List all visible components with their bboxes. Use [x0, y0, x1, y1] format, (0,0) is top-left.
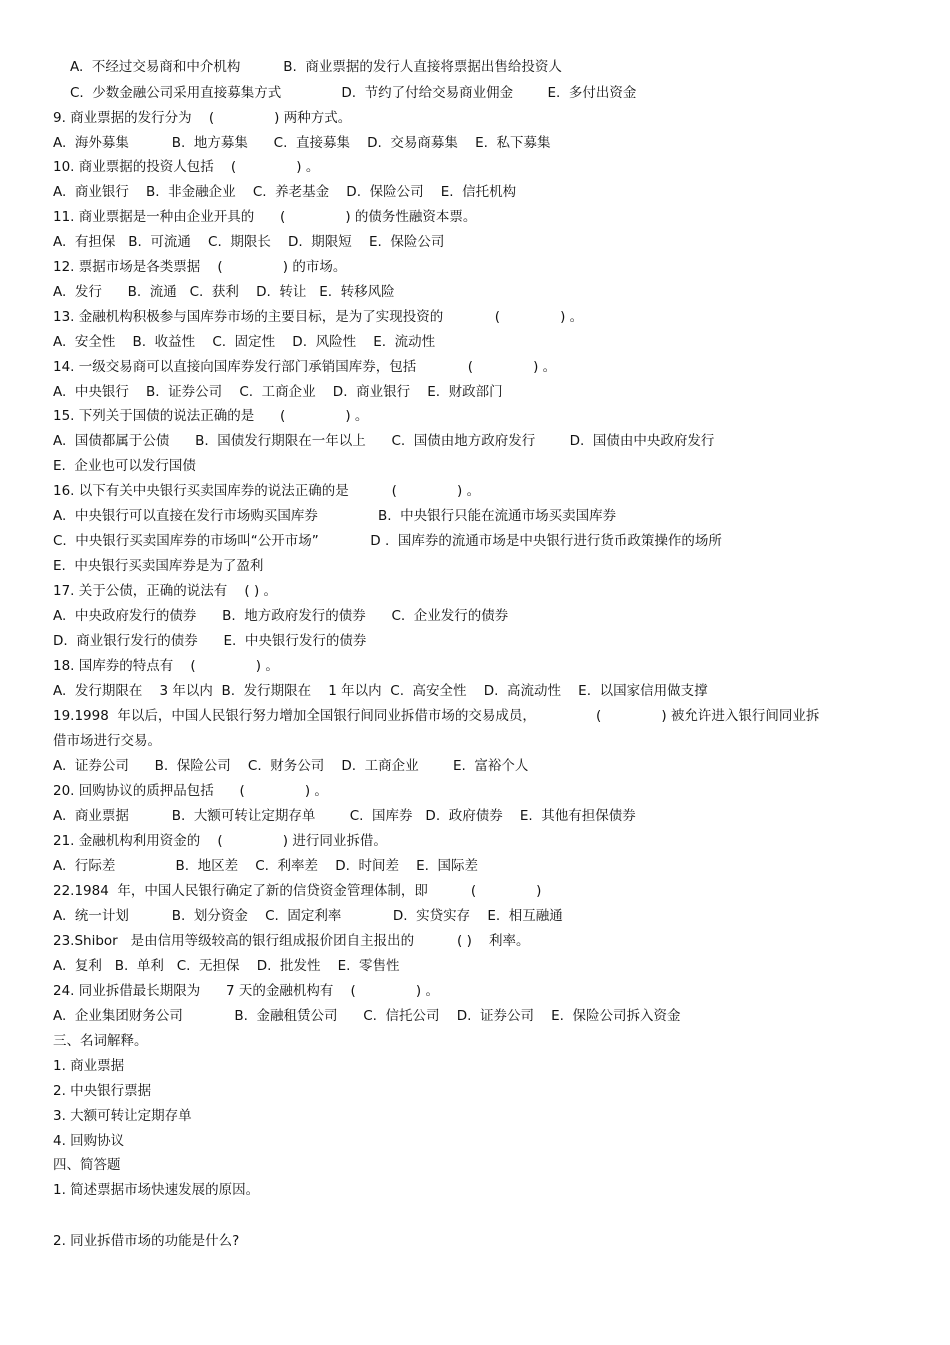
option-line: A. 证券公司 B. 保险公司 C. 财务公司 D. 工商企业 E. 富裕个人	[53, 758, 529, 774]
option-line: A. 企业集团财务公司 B. 金融租赁公司 C. 信托公司 D. 证券公司 E. 保险公司拆入资金	[53, 1008, 681, 1024]
term-item: 3. 大额可转让定期存单	[53, 1108, 192, 1124]
question-22: 22.1984 年，中国人民银行确定了新的信贷资金管理体制，即 ( )	[53, 883, 542, 899]
option-line: A. 国债都属于公债 B. 国债发行期限在一年以上 C. 国债由地方政府发行 D. 国债由中央政府发行	[53, 433, 715, 449]
section-heading-terms: 三、名词解释。	[53, 1033, 148, 1049]
option-line: D. 商业银行发行的债券 E. 中央银行发行的债券	[53, 633, 367, 649]
question-13: 13. 金融机构积极参与国库券市场的主要目标，是为了实现投资的 ( ) 。	[53, 309, 584, 325]
question-14: 14. 一级交易商可以直接向国库券发行部门承销国库券，包括 ( ) 。	[53, 359, 557, 375]
option-line: A. 海外募集 B. 地方募集 C. 直接募集 D. 交易商募集 E. 私下募集	[53, 135, 551, 151]
option-line: A. 不经过交易商和中介机构 B. 商业票据的发行人直接将票据出售给投资人	[70, 59, 562, 75]
question-10: 10. 商业票据的投资人包括 ( ) 。	[53, 159, 320, 175]
option-line: A. 中央银行 B. 证券公司 C. 工商企业 D. 商业银行 E. 财政部门	[53, 384, 503, 400]
question-19: 19.1998 年以后，中国人民银行努力增加全国银行间同业拆借市场的交易成员， ( ) 被允许进入银行间同业拆	[53, 708, 820, 724]
question-23: 23.Shibor 是由信用等级较高的银行组成报价团自主报出的 ( ) 利率。	[53, 933, 530, 949]
option-line: C. 中央银行买卖国库券的市场叫“公开市场” D . 国库券的流通市场是中央银行进行货币政策操作的场所	[53, 533, 722, 549]
term-item: 4. 回购协议	[53, 1133, 125, 1149]
section-heading-short-answer: 四、简答题	[53, 1157, 121, 1173]
option-line: A. 商业票据 B. 大额可转让定期存单 C. 国库券 D. 政府债券 E. 其他有担保债券	[53, 808, 636, 824]
option-line: A. 有担保 B. 可流通 C. 期限长 D. 期限短 E. 保险公司	[53, 234, 445, 250]
option-line: A. 行际差 B. 地区差 C. 利率差 D. 时间差 E. 国际差	[53, 858, 479, 874]
question-9: 9. 商业票据的发行分为 ( ) 两种方式。	[53, 110, 352, 126]
option-line: A. 发行期限在 3 年以内 B. 发行期限在 1 年以内 C. 高安全性 D. 高流动性 E. 以国家信用做支撑	[53, 683, 708, 699]
short-answer-item: 2. 同业拆借市场的功能是什么?	[53, 1233, 240, 1249]
question-21: 21. 金融机构利用资金的 ( ) 进行同业拆借。	[53, 833, 387, 849]
question-11: 11. 商业票据是一种由企业开具的 ( ) 的债务性融资本票。	[53, 209, 477, 225]
question-15: 15. 下列关于国债的说法正确的是 ( ) 。	[53, 408, 369, 424]
option-line: C. 少数金融公司采用直接募集方式 D. 节约了付给交易商业佣金 E. 多付出资金	[70, 85, 637, 101]
option-line: A. 中央政府发行的债券 B. 地方政府发行的债券 C. 企业发行的债券	[53, 608, 509, 624]
option-line: A. 发行 B. 流通 C. 获利 D. 转让 E. 转移风险	[53, 284, 395, 300]
option-line: A. 商业银行 B. 非金融企业 C. 养老基金 D. 保险公司 E. 信托机构	[53, 184, 517, 200]
question-12: 12. 票据市场是各类票据 ( ) 的市场。	[53, 259, 347, 275]
question-24: 24. 同业拆借最长期限为 7 天的金融机构有 ( ) 。	[53, 983, 439, 999]
option-line: E. 企业也可以发行国债	[53, 458, 196, 474]
option-line: A. 统一计划 B. 划分资金 C. 固定利率 D. 实贷实存 E. 相互融通	[53, 908, 563, 924]
question-16: 16. 以下有关中央银行买卖国库券的说法正确的是 ( ) 。	[53, 483, 481, 499]
term-item: 2. 中央银行票据	[53, 1083, 152, 1099]
question-17: 17. 关于公债，正确的说法有 ( ) 。	[53, 583, 278, 599]
question-19-continued: 借市场进行交易。	[53, 733, 161, 749]
question-18: 18. 国库券的特点有 ( ) 。	[53, 658, 279, 674]
option-line: E. 中央银行买卖国库券是为了盈利	[53, 558, 264, 574]
option-line: A. 复利 B. 单利 C. 无担保 D. 批发性 E. 零售性	[53, 958, 400, 974]
option-line: A. 中央银行可以直接在发行市场购买国库券 B. 中央银行只能在流通市场买卖国库券	[53, 508, 617, 524]
short-answer-item: 1. 简述票据市场快速发展的原因。	[53, 1182, 260, 1198]
option-line: A. 安全性 B. 收益性 C. 固定性 D. 风险性 E. 流动性	[53, 334, 436, 350]
term-item: 1. 商业票据	[53, 1058, 125, 1074]
question-20: 20. 回购协议的质押品包括 ( ) 。	[53, 783, 328, 799]
